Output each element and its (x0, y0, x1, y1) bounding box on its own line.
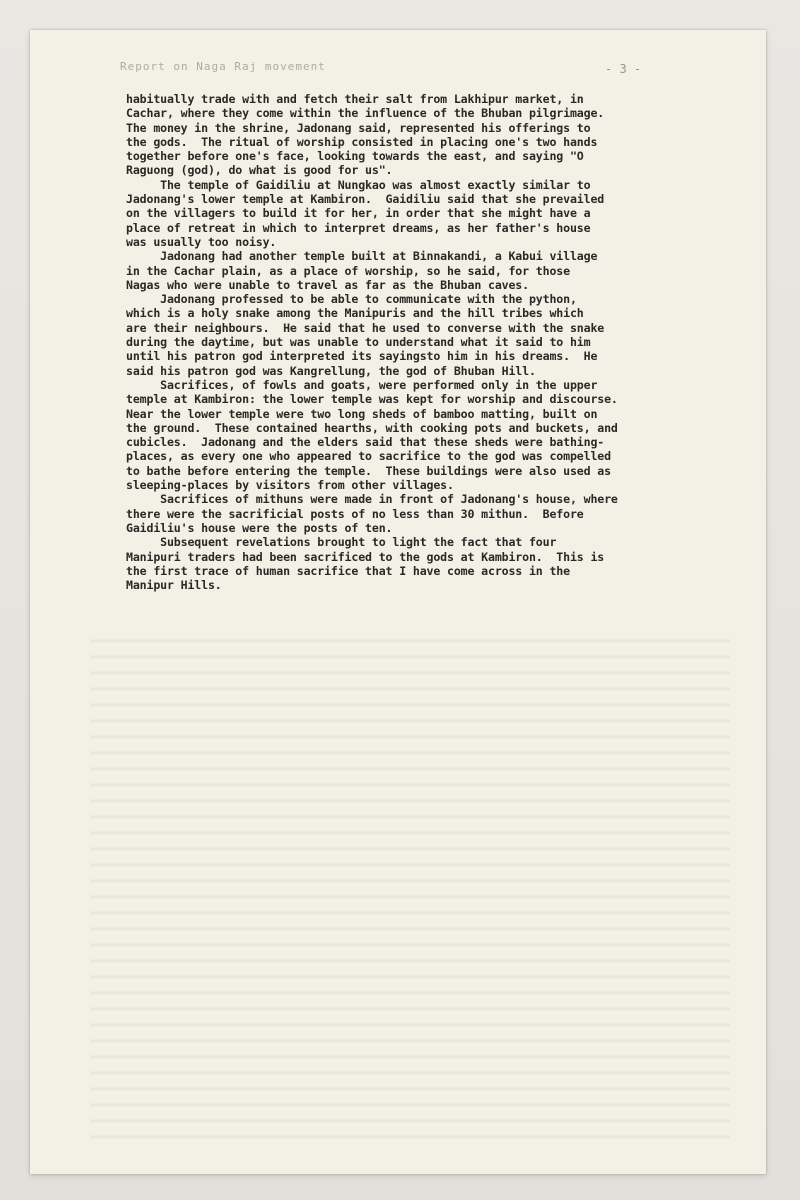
text-line: Cachar, where they come within the influence of the Bhuban pilgrimage. (126, 106, 605, 121)
text-line: Manipur Hills. (126, 578, 222, 593)
text-line: said his patron god was Kangrellung, the god of Bhuban Hill. (126, 363, 536, 378)
text-line: habitually trade with and fetch their salt from Lakhipur market, in (126, 92, 584, 106)
text-line: Near the lower temple were two long sheds of bamboo matting, built on (126, 406, 598, 421)
text-line: Subsequent revelations brought to light the fact that four (126, 535, 557, 550)
text-line: The temple of Gaidiliu at Nungkao was almost exactly similar to (126, 177, 591, 192)
document-page (30, 30, 766, 1174)
text-line: are their neighbours. He said that he used to converse with the snake (126, 320, 605, 335)
text-line: the ground. These contained hearths, with cooking pots and buckets, and (126, 420, 618, 435)
text-line: cubicles. Jadonang and the elders said that these sheds were bathing- (126, 435, 605, 450)
text-line: Jadonang had another temple built at Binnakandi, a Kabui village (126, 249, 598, 264)
typescript-body (126, 92, 746, 592)
text-line: Sacrifices of mithuns were made in front of Jadonang's house, where (126, 492, 618, 507)
text-line: Sacrifices, of fowls and goats, were performed only in the upper (126, 377, 598, 392)
text-line: Jadonang professed to be able to communicate with the python, (126, 292, 577, 307)
text-line: during the daytime, but was unable to understand what it said to him (126, 335, 591, 350)
text-line: The money in the shrine, Jadonang said, represented his offerings to (126, 120, 591, 135)
text-line: until his patron god interpreted its sayingsto him in his dreams. He (126, 349, 598, 364)
text-line: temple at Kambiron: the lower temple was kept for worship and discourse. (126, 392, 618, 407)
text-line: sleeping-places by visitors from other villages. (126, 478, 454, 493)
text-line: Nagas who were unable to travel as far as the Bhuban caves. (126, 277, 529, 292)
text-line: Gaidiliu's house were the posts of ten. (126, 520, 393, 535)
text-line: the first trace of human sacrifice that I have come across in the (126, 563, 570, 578)
running-head: Report on Naga Raj movement (120, 60, 326, 73)
text-line: places, as every one who appeared to sacrifice to the god was compelled (126, 449, 611, 464)
text-line: place of retreat in which to interpret dreams, as her father's house (126, 220, 591, 235)
text-line: which is a holy snake among the Manipuris and the hill tribes which (126, 306, 584, 321)
text-line: to bathe before entering the temple. These buildings were also used as (126, 463, 611, 478)
text-line: in the Cachar plain, as a place of worship, so he said, for those (126, 263, 570, 278)
page-number: - 3 - (605, 62, 642, 76)
text-line: there were the sacrificial posts of no less than 30 mithun. Before (126, 506, 584, 521)
text-line: the gods. The ritual of worship consisted in placing one's two hands (126, 134, 598, 149)
text-line: Manipuri traders had been sacrificed to the gods at Kambiron. This is (126, 549, 605, 564)
text-line: Jadonang's lower temple at Kambiron. Gaidiliu said that she prevailed (126, 192, 605, 207)
text-line: Raguong (god), do what is good for us". (126, 163, 393, 178)
text-line: on the villagers to build it for her, in order that she might have a (126, 206, 591, 221)
text-line: was usually too noisy. (126, 234, 277, 249)
reverse-side-bleedthrough (90, 630, 730, 1150)
text-line: together before one's face, looking towards the east, and saying "O (126, 149, 584, 164)
